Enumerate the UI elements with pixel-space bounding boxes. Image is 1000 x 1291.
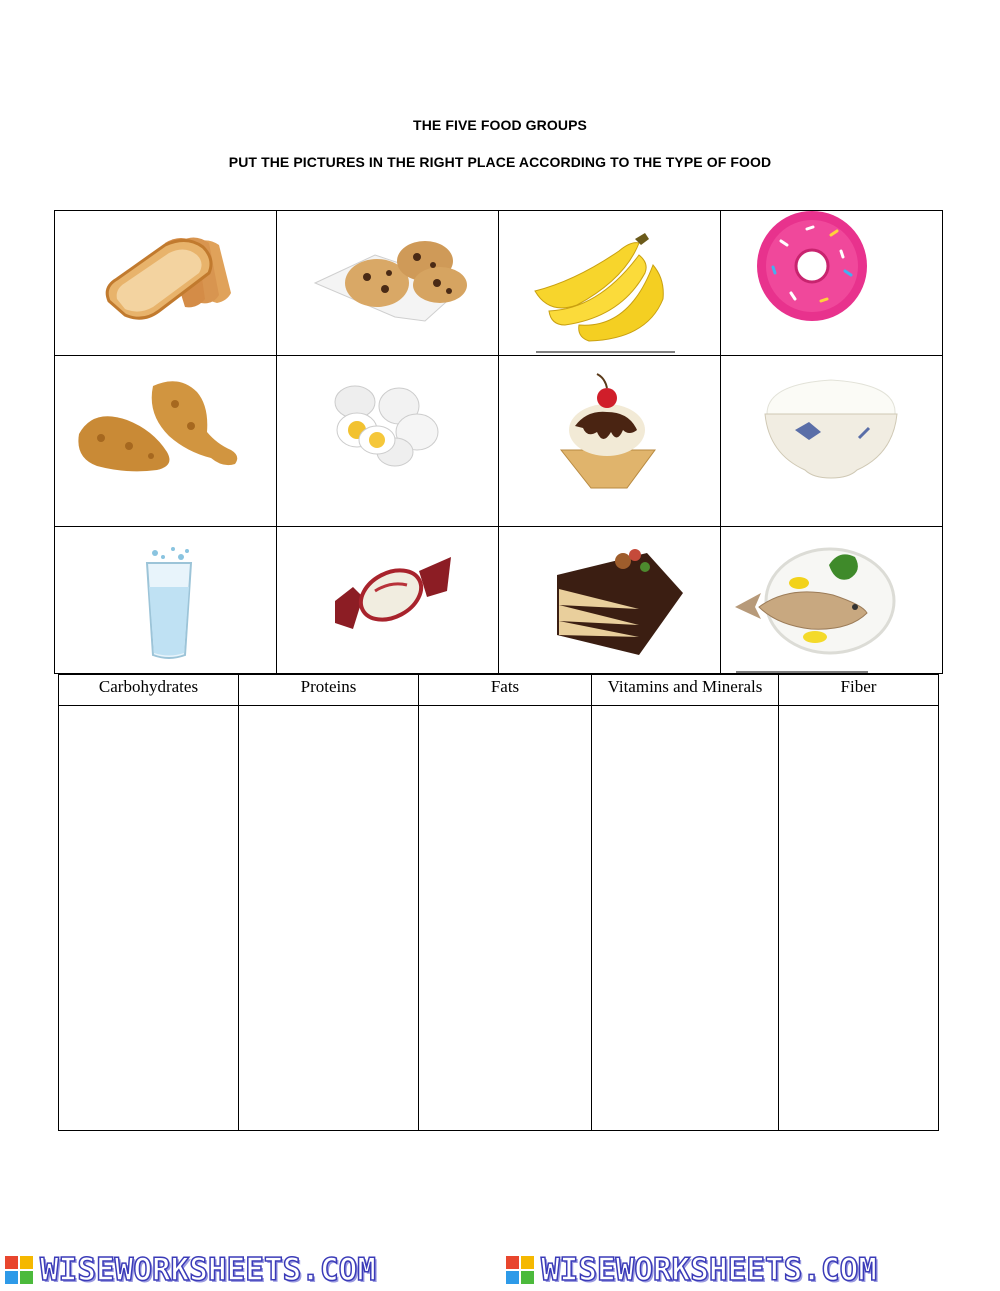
picture-cell-fried-chicken[interactable] bbox=[54, 355, 277, 527]
worksheet-title: THE FIVE FOOD GROUPS bbox=[413, 117, 587, 133]
rice-bowl-image bbox=[721, 356, 943, 527]
watermark-footer bbox=[0, 1252, 1000, 1288]
column-header-vitamins-and-minerals: Vitamins and Minerals bbox=[592, 675, 778, 706]
picture-cell-bananas[interactable] bbox=[498, 210, 721, 356]
ice-cream-image bbox=[499, 356, 721, 527]
cake-slice-image bbox=[499, 527, 721, 674]
watermark-left bbox=[4, 1252, 376, 1288]
column-header-fiber: Fiber bbox=[779, 675, 938, 706]
wiseworksheets-logo-icon bbox=[505, 1255, 535, 1285]
cookies-image bbox=[277, 211, 499, 356]
picture-cell-cake-slice[interactable] bbox=[498, 526, 721, 674]
classification-table bbox=[59, 674, 939, 1131]
column-fats[interactable] bbox=[418, 674, 592, 1131]
picture-grid bbox=[54, 210, 943, 674]
picture-cell-ice-cream[interactable] bbox=[498, 355, 721, 527]
bread-image bbox=[55, 211, 277, 356]
picture-cell-candy[interactable] bbox=[276, 526, 499, 674]
column-vitamins-and-minerals[interactable] bbox=[591, 674, 779, 1131]
column-fiber[interactable] bbox=[778, 674, 939, 1131]
bananas-image bbox=[499, 211, 721, 356]
glass-of-water-image bbox=[55, 527, 277, 674]
picture-cell-fish-plate[interactable] bbox=[720, 526, 943, 674]
column-carbohydrates[interactable] bbox=[58, 674, 239, 1131]
column-header-fats: Fats bbox=[419, 675, 591, 706]
watermark-right bbox=[505, 1252, 877, 1288]
picture-cell-bread[interactable] bbox=[54, 210, 277, 356]
candy-image bbox=[277, 527, 499, 674]
picture-cell-rice-bowl[interactable] bbox=[720, 355, 943, 527]
column-proteins[interactable] bbox=[238, 674, 419, 1131]
worksheet-instruction: PUT THE PICTURES IN THE RIGHT PLACE ACCORDING TO THE TYPE OF FOOD bbox=[228, 154, 772, 170]
watermark-text: WISEWORKSHEETS.COM bbox=[541, 1252, 877, 1288]
boiled-eggs-image bbox=[277, 356, 499, 527]
picture-cell-donut[interactable] bbox=[720, 210, 943, 356]
picture-cell-boiled-eggs[interactable] bbox=[276, 355, 499, 527]
column-header-carbohydrates: Carbohydrates bbox=[59, 675, 238, 706]
donut-image bbox=[721, 211, 943, 356]
wiseworksheets-logo-icon bbox=[4, 1255, 34, 1285]
picture-cell-cookies[interactable] bbox=[276, 210, 499, 356]
watermark-text: WISEWORKSHEETS.COM bbox=[40, 1252, 376, 1288]
fried-chicken-image bbox=[55, 356, 277, 527]
picture-cell-glass-of-water[interactable] bbox=[54, 526, 277, 674]
column-header-proteins: Proteins bbox=[239, 675, 418, 706]
fish-plate-image bbox=[721, 527, 943, 674]
